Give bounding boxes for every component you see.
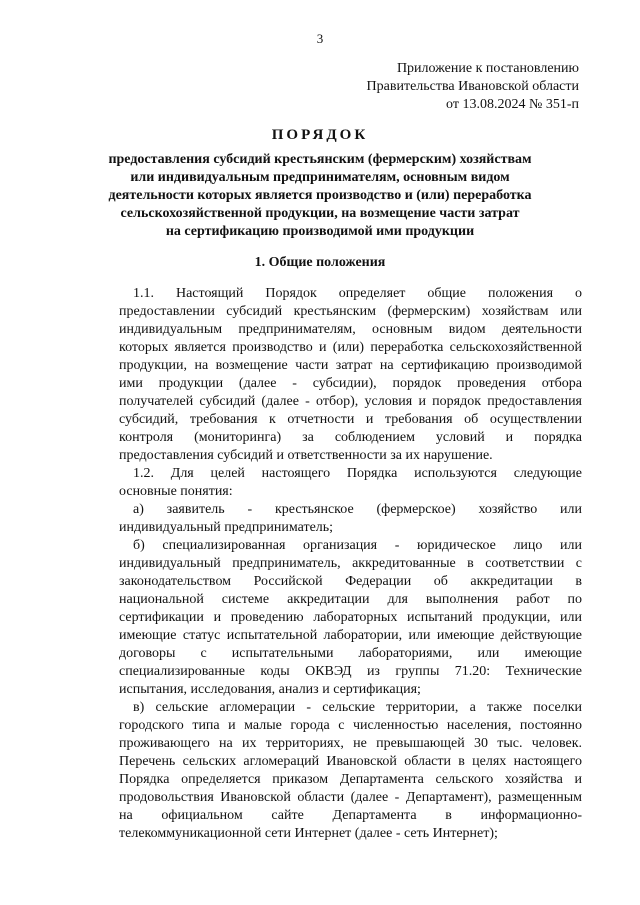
text-line: городского типа и малые города с численностью населения, постоянно bbox=[119, 718, 582, 733]
appendix-header bbox=[367, 60, 579, 114]
text-line: а) заявитель - крестьянское (фермерское) хозяйство или bbox=[133, 502, 582, 517]
subtitle-line: деятельности которых является производство и (или) переработка bbox=[108, 188, 532, 203]
text-line: контроля (мониторинга) за соблюдением условий и порядка bbox=[119, 430, 582, 445]
section-heading: 1. Общие положения bbox=[254, 255, 386, 270]
text-line: 1.1. Настоящий Порядок определяет общие положения о bbox=[133, 286, 582, 301]
text-line: Перечень сельских агломераций Ивановской области в целях настоящего bbox=[119, 754, 582, 769]
paragraph-1-1 bbox=[119, 285, 582, 465]
text-line: основные понятия: bbox=[119, 484, 233, 499]
text-line: получателей субсидий (далее - отбор), условия и порядок предоставления bbox=[119, 394, 582, 409]
text-line: национальной системе аккредитации для выполнения работ по bbox=[119, 592, 582, 607]
text-line: предоставлении субсидий крестьянским (фермерским) хозяйствам или bbox=[119, 304, 582, 319]
text-line: проживающего на их территориях, не превышающей 30 тыс. человек. bbox=[119, 736, 582, 751]
text-line: б) специализированная организация - юридическое лицо или bbox=[133, 538, 582, 553]
text-line: испытания, исследования, анализ и сертификация; bbox=[119, 682, 421, 697]
paragraph-v bbox=[119, 699, 582, 843]
text-line: ими продукции (далее - субсидии), порядок проведения отбора bbox=[119, 376, 582, 391]
text-line: субсидий, требования к отчетности и требования об осуществлении bbox=[119, 412, 582, 427]
text-line: в) сельские агломерации - сельские территории, а также поселки bbox=[133, 700, 582, 715]
paragraph-1-2 bbox=[119, 465, 582, 501]
text-line: сертификации и проведению лабораторных испытаний продукции, или bbox=[119, 610, 582, 625]
text-line: продукции, на возмещение части затрат на сертификацию производимой bbox=[119, 358, 582, 373]
text-line: индивидуальный предприниматель, аккредитованные в соответствии с bbox=[119, 556, 582, 571]
text-line: продовольствия Ивановской области (далее - Департамент), размещенным bbox=[119, 790, 582, 805]
appendix-line: Правительства Ивановской области bbox=[366, 79, 579, 94]
subtitle-line: на сертификацию производимой ими продукции bbox=[165, 224, 475, 239]
document-body bbox=[119, 285, 582, 843]
appendix-line: от 13.08.2024 № 351-п bbox=[446, 97, 579, 112]
subtitle-line: предоставления субсидий крестьянским (фермерским) хозяйствам bbox=[108, 152, 532, 167]
text-line: индивидуальным предпринимателям, основным видом деятельности bbox=[119, 322, 582, 337]
document-subtitle bbox=[0, 151, 640, 241]
subtitle-line: сельскохозяйственной продукции, на возмещение части затрат bbox=[120, 206, 520, 221]
paragraph-b bbox=[119, 537, 582, 699]
text-line: договоры с испытательными лабораториями, или имеющие bbox=[119, 646, 582, 661]
text-line: предоставления субсидий и ответственности за их нарушение. bbox=[119, 448, 493, 463]
text-line: 1.2. Для целей настоящего Порядка используются следующие bbox=[133, 466, 582, 481]
paragraph-a bbox=[119, 501, 582, 537]
subtitle-line: или индивидуальным предпринимателям, основным видом bbox=[130, 170, 510, 185]
text-line: специализированные коды ОКВЭД из группы 71.20: Технические bbox=[119, 664, 582, 679]
page-number: 3 bbox=[316, 31, 324, 46]
text-line: на официальном сайте Департамента в информационно- bbox=[119, 808, 582, 823]
text-line: законодательством Российской Федерации об аккредитации в bbox=[119, 574, 582, 589]
text-line: имеющие статус испытательной лаборатории, или имеющие действующие bbox=[119, 628, 582, 643]
text-line: телекоммуникационной сети Интернет (далее - сеть Интернет); bbox=[119, 826, 498, 841]
appendix-line: Приложение к постановлению bbox=[396, 61, 579, 76]
text-line: индивидуальный предприниматель; bbox=[119, 520, 334, 535]
text-line: которых является производство и (или) переработка сельскохозяйственной bbox=[119, 340, 582, 355]
document-title: ПОРЯДОК bbox=[271, 127, 369, 143]
text-line: Порядка определяется приказом Департамента сельского хозяйства и bbox=[119, 772, 582, 787]
